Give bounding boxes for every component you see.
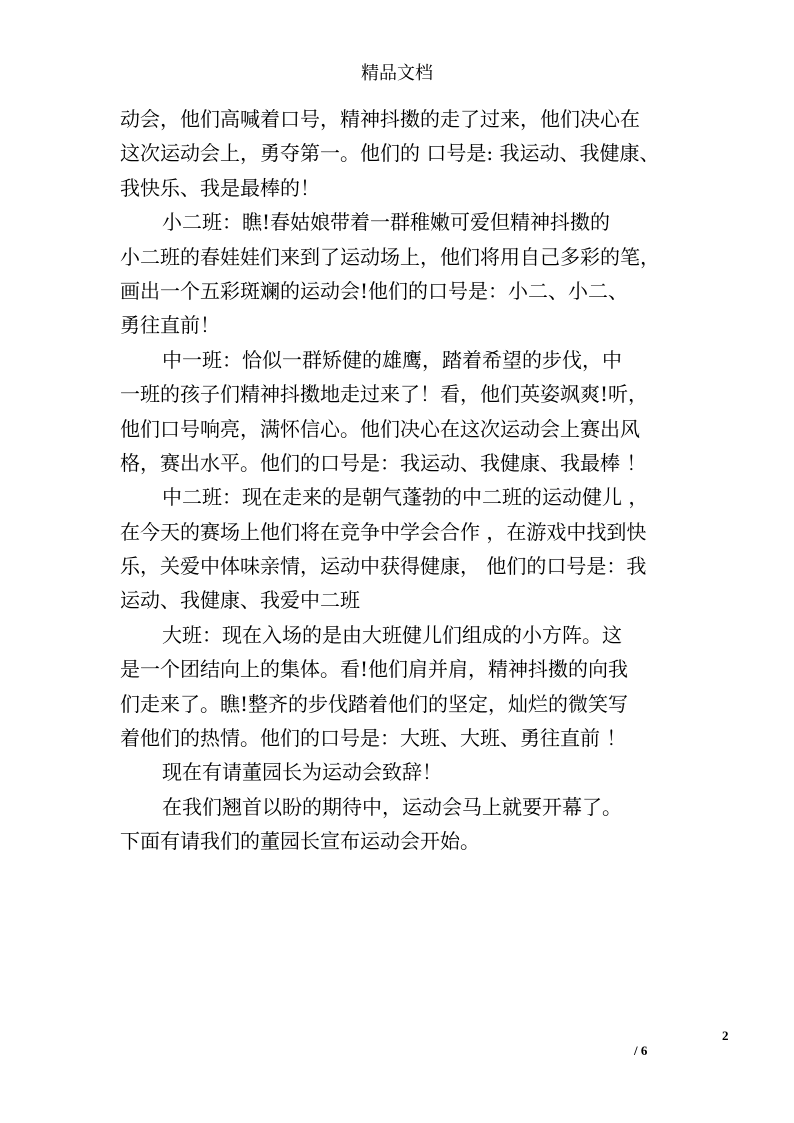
text-line: 们走来了。瞧!整齐的步伐踏着他们的坚定，灿烂的微笑写 <box>120 691 629 716</box>
text-line: 是一个团结向上的集体。看!他们肩并肩，精神抖擞的向我 <box>120 657 629 682</box>
document-body <box>120 102 680 859</box>
text-line: 小二班的春娃娃们来到了运动场上，他们将用自己多彩的笔， <box>120 244 660 269</box>
text-line: 一班的孩子们精神抖擞地走过来了！看，他们英姿飒爽!听， <box>120 382 649 407</box>
paragraph-start-line: 中一班：恰似一群矫健的雄鹰，踏着希望的步伐，中 <box>162 347 622 372</box>
page-total: / 6 <box>634 1043 648 1058</box>
paragraph-start-line: 中二班：现在走来的是朝气蓬勃的中二班的运动健儿 ， <box>162 485 649 510</box>
text-line: 在今天的赛场上他们将在竞争中学会合作 ，在游戏中找到快 <box>120 519 647 544</box>
paragraph-start-line: 大班：现在入场的是由大班健儿们组成的小方阵。这 <box>162 622 622 647</box>
page-number: 2 <box>722 1028 729 1043</box>
text-line: 画出一个五彩斑斓的运动会!他们的口号是：小二、小二、 <box>120 278 629 303</box>
paragraph-start-line: 在我们翘首以盼的期待中，运动会马上就要开幕了。 <box>162 794 622 819</box>
text-line: 我快乐、我是最棒的！ <box>120 175 320 200</box>
paragraph-start-line: 小二班：瞧!春姑娘带着一群稚嫩可爱但精神抖擞的 <box>162 210 611 235</box>
text-line: 下面有请我们的董园长宣布运动会开始。 <box>120 829 480 854</box>
text-line: 他们口号响亮，满怀信心。他们决心在这次运动会上赛出风 <box>120 416 640 441</box>
text-line: 勇往直前！ <box>120 313 220 338</box>
page-header: 精品文档 <box>361 63 433 84</box>
text-line: 运动、我健康、我爱中二班 <box>120 588 360 613</box>
text-line: 这次运动会上，勇夺第一。他们的 口号是: 我运动、我健康、 <box>120 141 660 166</box>
text-line: 乐，关爱中体味亲情，运动中获得健康， 他们的口号是：我 <box>120 554 647 579</box>
paragraph-start-line: 现在有请董园长为运动会致辞！ <box>162 760 442 785</box>
text-line: 着他们的热情。他们的口号是：大班、大班、勇往直前 ！ <box>120 726 627 751</box>
text-line: 动会，他们高喊着口号，精神抖擞的走了过来，他们决心在 <box>120 107 640 131</box>
text-line: 格，赛出水平。他们的口号是：我运动、我健康、我最棒 ！ <box>120 450 647 475</box>
